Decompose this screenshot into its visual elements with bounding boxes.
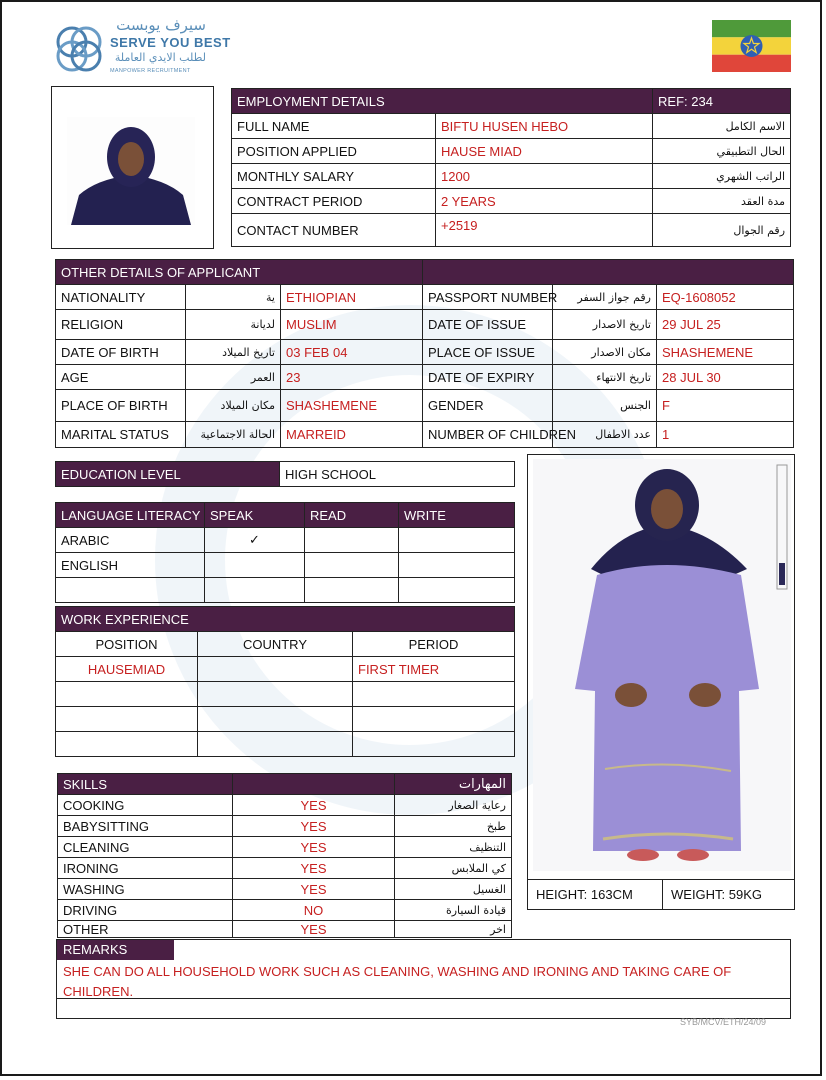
contact-label-ar: رقم الجوال xyxy=(653,214,791,247)
work-country xyxy=(198,657,353,682)
skill-value: YES xyxy=(233,795,395,816)
skill-name-ar: كي الملابس xyxy=(395,858,512,879)
children-label: NUMBER OF CHILDREN xyxy=(423,422,553,448)
document-code: SYB/MCV/ETH/24/09 xyxy=(680,1017,767,1027)
speak-cell xyxy=(205,553,305,578)
skill-value: YES xyxy=(233,837,395,858)
education-table xyxy=(55,461,515,487)
marital-value: MARREID xyxy=(281,422,423,448)
logo-arabic-sub: لطلب الايدي العاملة xyxy=(114,51,206,64)
profile-photo xyxy=(67,117,195,225)
language-table xyxy=(55,502,515,603)
language-name xyxy=(56,578,205,603)
age-label: AGE xyxy=(56,365,186,390)
skill-name-ar: قيادة السيارة xyxy=(395,900,512,921)
other-details-header: OTHER DETAILS OF APPLICANT xyxy=(56,260,423,285)
skill-value: YES xyxy=(233,879,395,900)
age-value: 23 xyxy=(281,365,423,390)
skill-value: YES xyxy=(233,921,395,938)
skills-header-ar: المهارات xyxy=(395,774,512,795)
skill-name-ar: اخر xyxy=(395,921,512,938)
passport-value: EQ-1608052 xyxy=(657,285,794,310)
religion-label-ar: لديانة xyxy=(186,310,281,340)
children-value: 1 xyxy=(657,422,794,448)
nationality-value: ETHIOPIAN xyxy=(281,285,423,310)
marital-label-ar: الحالة الاجتماعية xyxy=(186,422,281,448)
expiry-label-ar: تاريخ الانتهاء xyxy=(553,365,657,390)
passport-label: PASSPORT NUMBER xyxy=(423,285,553,310)
skill-name-ar: رعاية الصغار xyxy=(395,795,512,816)
issue-date-label-ar: تاريخ الاصدار xyxy=(553,310,657,340)
weight-value: WEIGHT: 59KG xyxy=(671,887,763,902)
language-name: ARABIC xyxy=(56,528,205,553)
read-cell xyxy=(305,528,399,553)
skill-name: OTHER xyxy=(58,921,233,938)
position-label: POSITION APPLIED xyxy=(232,139,436,164)
write-cell xyxy=(399,578,515,603)
work-period-col: PERIOD xyxy=(353,632,515,657)
work-header: WORK EXPERIENCE xyxy=(56,607,515,632)
logo-knot-icon xyxy=(52,20,108,76)
education-value: HIGH SCHOOL xyxy=(280,462,515,487)
work-experience-table xyxy=(55,606,515,757)
dob-label-ar: تاريخ الميلاد xyxy=(186,340,281,365)
remarks-divider xyxy=(57,998,790,999)
work-period xyxy=(353,732,515,757)
children-label-ar: عدد الاطفال xyxy=(553,422,657,448)
speak-check-icon: ✓ xyxy=(205,528,305,553)
work-position: HAUSEMIAD xyxy=(56,657,198,682)
work-country-col: COUNTRY xyxy=(198,632,353,657)
gender-label-ar: الجنس xyxy=(553,390,657,422)
employment-details-table xyxy=(231,88,791,247)
measurements-row xyxy=(528,879,794,909)
position-value: HAUSE MIAD xyxy=(436,139,653,164)
read-cell xyxy=(305,578,399,603)
remarks-text: SHE CAN DO ALL HOUSEHOLD WORK SUCH AS CLEANING, WASHING AND IRONING AND TAKING CARE OF CHILDREN. xyxy=(63,964,732,999)
write-cell xyxy=(399,528,515,553)
speak-header: SPEAK xyxy=(205,503,305,528)
contract-label-ar: مدة العقد xyxy=(653,189,791,214)
work-position xyxy=(56,682,198,707)
work-period: FIRST TIMER xyxy=(353,657,515,682)
skills-header: SKILLS xyxy=(58,774,233,795)
religion-value: MUSLIM xyxy=(281,310,423,340)
skill-name-ar: طبخ xyxy=(395,816,512,837)
work-period xyxy=(353,707,515,732)
other-details-table xyxy=(55,259,794,448)
expiry-value: 28 JUL 30 xyxy=(657,365,794,390)
remarks-header: REMARKS xyxy=(57,940,174,960)
skill-value: YES xyxy=(233,816,395,837)
gender-value: F xyxy=(657,390,794,422)
other-details-header-blank xyxy=(423,260,794,285)
nationality-label: NATIONALITY xyxy=(56,285,186,310)
birth-place-label: PLACE OF BIRTH xyxy=(56,390,186,422)
salary-label: MONTHLY SALARY xyxy=(232,164,436,189)
birth-place-label-ar: مكان الميلاد xyxy=(186,390,281,422)
write-header: WRITE xyxy=(399,503,515,528)
full-name-label: FULL NAME xyxy=(232,114,436,139)
skill-value: NO xyxy=(233,900,395,921)
remarks-box xyxy=(56,939,791,1019)
skill-name: COOKING xyxy=(58,795,233,816)
education-label: EDUCATION LEVEL xyxy=(56,462,280,487)
language-header: LANGUAGE LITERACY xyxy=(56,503,205,528)
issue-place-label-ar: مكان الاصدار xyxy=(553,340,657,365)
full-name-label-ar: الاسم الكامل xyxy=(653,114,791,139)
skill-name: DRIVING xyxy=(58,900,233,921)
skill-name: IRONING xyxy=(58,858,233,879)
salary-label-ar: الراتب الشهري xyxy=(653,164,791,189)
dob-label: DATE OF BIRTH xyxy=(56,340,186,365)
language-name: ENGLISH xyxy=(56,553,205,578)
age-label-ar: العمر xyxy=(186,365,281,390)
skill-name: WASHING xyxy=(58,879,233,900)
full-name-value: BIFTU HUSEN HEBO xyxy=(436,114,653,139)
nationality-label-ar: ية xyxy=(186,285,281,310)
issue-date-label: DATE OF ISSUE xyxy=(423,310,553,340)
work-country xyxy=(198,732,353,757)
issue-place-value: SHASHEMENE xyxy=(657,340,794,365)
gender-label: GENDER xyxy=(423,390,553,422)
work-position-col: POSITION xyxy=(56,632,198,657)
passport-label-ar: رقم جواز السفر xyxy=(553,285,657,310)
contact-label: CONTACT NUMBER xyxy=(232,214,436,247)
ref-number: REF: 234 xyxy=(653,89,791,114)
skill-value: YES xyxy=(233,858,395,879)
position-label-ar: الحال التطبيقي xyxy=(653,139,791,164)
ethiopia-flag-icon xyxy=(712,20,791,72)
read-cell xyxy=(305,553,399,578)
work-position xyxy=(56,732,198,757)
work-period xyxy=(353,682,515,707)
logo-sub: MANPOWER RECRUITMENT xyxy=(110,68,191,74)
dob-value: 03 FEB 04 xyxy=(281,340,423,365)
salary-value: 1200 xyxy=(436,164,653,189)
skill-name-ar: الغسيل xyxy=(395,879,512,900)
religion-label: RELIGION xyxy=(56,310,186,340)
write-cell xyxy=(399,553,515,578)
employment-header: EMPLOYMENT DETAILS xyxy=(232,89,653,114)
skill-name: BABYSITTING xyxy=(58,816,233,837)
marital-label: MARITAL STATUS xyxy=(56,422,186,448)
full-body-photo xyxy=(533,459,791,871)
issue-place-label: PLACE OF ISSUE xyxy=(423,340,553,365)
company-logo xyxy=(52,16,231,80)
skills-table xyxy=(57,773,512,938)
height-value: HEIGHT: 163CM xyxy=(528,880,663,909)
logo-english-name: SERVE YOU BEST xyxy=(110,35,231,50)
profile-photo-frame xyxy=(51,86,214,249)
work-position xyxy=(56,707,198,732)
skill-name-ar: التنظيف xyxy=(395,837,512,858)
work-country xyxy=(198,707,353,732)
skill-name: CLEANING xyxy=(58,837,233,858)
full-body-photo-frame xyxy=(527,454,795,910)
contract-label: CONTRACT PERIOD xyxy=(232,189,436,214)
read-header: READ xyxy=(305,503,399,528)
contract-value: 2 YEARS xyxy=(436,189,653,214)
contact-value: +2519 xyxy=(436,214,653,247)
work-country xyxy=(198,682,353,707)
issue-date-value: 29 JUL 25 xyxy=(657,310,794,340)
expiry-label: DATE OF EXPIRY xyxy=(423,365,553,390)
speak-cell xyxy=(205,578,305,603)
birth-place-value: SHASHEMENE xyxy=(281,390,423,422)
logo-arabic-name: سيرف يوبست xyxy=(116,16,206,34)
